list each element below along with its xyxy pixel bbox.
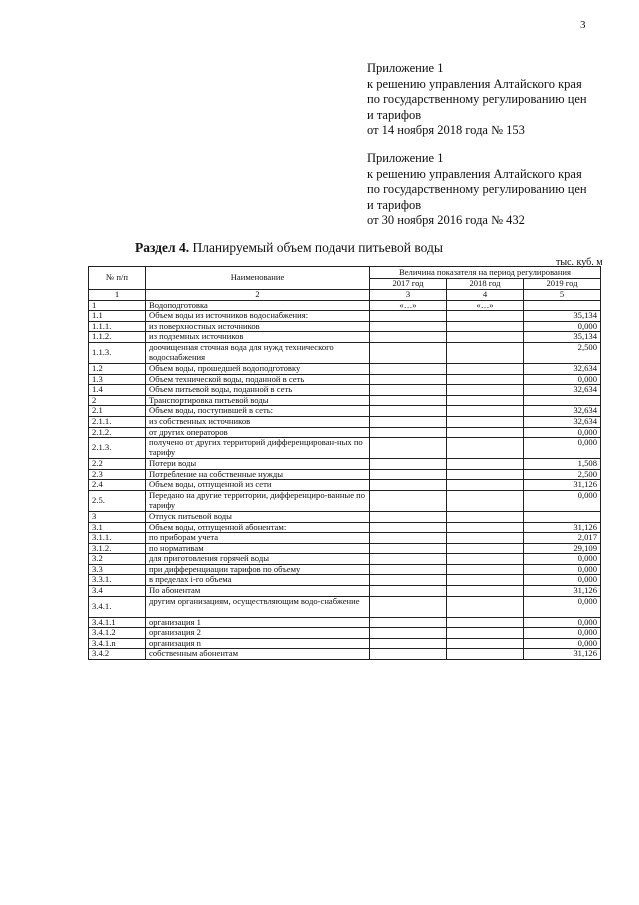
table-row xyxy=(89,342,601,363)
value-2018 xyxy=(447,374,524,385)
value-2019: 2,017 xyxy=(524,533,601,544)
row-name: при дифференциации тарифов по объему xyxy=(146,564,370,575)
header-period-group: Величина показателя на период регулирования xyxy=(370,267,601,279)
appendix-line: Приложение 1 xyxy=(367,151,444,165)
value-2018 xyxy=(447,363,524,374)
value-2019: 29,109 xyxy=(524,543,601,554)
row-number: 3.4.1. xyxy=(89,596,146,617)
value-2018 xyxy=(447,469,524,480)
column-index: 1 xyxy=(89,290,146,301)
value-2017 xyxy=(370,342,447,363)
table-row xyxy=(89,427,601,438)
value-2019: 0,000 xyxy=(524,596,601,617)
value-2019: 32,634 xyxy=(524,406,601,417)
appendix-line: по государственному регулированию цен xyxy=(367,182,587,196)
row-name: в пределах i-го объема xyxy=(146,575,370,586)
value-2019: 31,126 xyxy=(524,480,601,491)
value-2017 xyxy=(370,533,447,544)
table-row xyxy=(89,554,601,565)
row-number: 1.2 xyxy=(89,363,146,374)
row-number: 3.4.1.n xyxy=(89,638,146,649)
header-year-2018: 2018 год xyxy=(447,279,524,290)
value-2019: 31,126 xyxy=(524,586,601,597)
row-name: доочищенная сточная вода для нужд технического водоснабжения xyxy=(146,342,370,363)
row-name: Объем воды, отпущенной из сети xyxy=(146,480,370,491)
row-name: от других операторов xyxy=(146,427,370,438)
value-2018 xyxy=(447,554,524,565)
row-number: 3 xyxy=(89,511,146,522)
value-2017 xyxy=(370,522,447,533)
value-2019 xyxy=(524,300,601,311)
table-row xyxy=(89,480,601,491)
appendix-line: от 30 ноября 2016 года № 432 xyxy=(367,213,525,227)
value-2019: 2,500 xyxy=(524,469,601,480)
value-2017 xyxy=(370,586,447,597)
value-2017 xyxy=(370,617,447,628)
row-name: Потребление на собственные нужды xyxy=(146,469,370,480)
table-row xyxy=(89,596,601,617)
row-name: По абонентам xyxy=(146,586,370,597)
section-title xyxy=(135,240,443,256)
table-row xyxy=(89,416,601,427)
appendix-line: к решению управления Алтайского края xyxy=(367,76,582,91)
value-2019: 0,000 xyxy=(524,564,601,575)
row-number: 3.3 xyxy=(89,564,146,575)
value-2019: 35,134 xyxy=(524,332,601,343)
value-2019: 0,000 xyxy=(524,628,601,639)
table-row xyxy=(89,469,601,480)
row-name: из собственных источников xyxy=(146,416,370,427)
row-name: Транспортировка питьевой воды xyxy=(146,395,370,406)
column-index: 5 xyxy=(524,290,601,301)
value-2017 xyxy=(370,564,447,575)
appendix-line: к решению управления Алтайского края xyxy=(367,166,582,181)
row-name: Объем воды, отпущенной абонентам: xyxy=(146,522,370,533)
row-number: 2.5. xyxy=(89,490,146,511)
row-name: другим организациям, осуществляющим водо-снабжение xyxy=(146,596,370,617)
table-row xyxy=(89,511,601,522)
value-2017 xyxy=(370,438,447,459)
row-number: 3.4.2 xyxy=(89,649,146,660)
row-number: 3.1.1. xyxy=(89,533,146,544)
row-name: Объем воды, прошедшей водоподготовку xyxy=(146,363,370,374)
row-name: для приготовления горячей воды xyxy=(146,554,370,565)
value-2019: 0,000 xyxy=(524,554,601,565)
row-number: 3.4.1.2 xyxy=(89,628,146,639)
column-index: 2 xyxy=(146,290,370,301)
value-2019: 31,126 xyxy=(524,649,601,660)
value-2017 xyxy=(370,638,447,649)
row-number: 1 xyxy=(89,300,146,311)
row-number: 1.4 xyxy=(89,385,146,396)
value-2018 xyxy=(447,628,524,639)
value-2017 xyxy=(370,596,447,617)
table-row xyxy=(89,311,601,322)
value-2017 xyxy=(370,427,447,438)
row-number: 3.4.1.1 xyxy=(89,617,146,628)
value-2018 xyxy=(447,543,524,554)
value-2019: 0,000 xyxy=(524,427,601,438)
row-name: организация 2 xyxy=(146,628,370,639)
table-row xyxy=(89,575,601,586)
value-2019: 31,126 xyxy=(524,522,601,533)
table-row xyxy=(89,490,601,511)
row-number: 2.1.2. xyxy=(89,427,146,438)
table-row xyxy=(89,385,601,396)
appendix-line: от 14 ноября 2018 года № 153 xyxy=(367,123,525,137)
row-number: 2.1.1. xyxy=(89,416,146,427)
value-2018 xyxy=(447,649,524,660)
value-2017 xyxy=(370,459,447,470)
section-label: Раздел 4. xyxy=(135,240,190,255)
value-2018 xyxy=(447,311,524,322)
value-2019: 0,000 xyxy=(524,575,601,586)
value-2017 xyxy=(370,480,447,491)
row-number: 2.4 xyxy=(89,480,146,491)
value-2018 xyxy=(447,459,524,470)
water-supply-table xyxy=(88,266,601,660)
value-2019: 32,634 xyxy=(524,385,601,396)
value-2018 xyxy=(447,575,524,586)
row-name: получено от других территорий дифференцирован-ных по тарифу xyxy=(146,438,370,459)
row-name: собственным абонентам xyxy=(146,649,370,660)
value-2017 xyxy=(370,332,447,343)
header-name: Наименование xyxy=(146,267,370,290)
row-number: 2.1.3. xyxy=(89,438,146,459)
table-row xyxy=(89,374,601,385)
value-2018 xyxy=(447,342,524,363)
table-row xyxy=(89,564,601,575)
value-2018 xyxy=(447,564,524,575)
row-number: 3.4 xyxy=(89,586,146,597)
value-2019: 32,634 xyxy=(524,363,601,374)
row-name: организация 1 xyxy=(146,617,370,628)
value-2019: 32,634 xyxy=(524,416,601,427)
row-name: по нормативам xyxy=(146,543,370,554)
table-row xyxy=(89,321,601,332)
table-row xyxy=(89,395,601,406)
page-number: 3 xyxy=(580,19,586,31)
value-2017 xyxy=(370,363,447,374)
value-2018 xyxy=(447,438,524,459)
value-2018: «…» xyxy=(447,300,524,311)
value-2018 xyxy=(447,321,524,332)
header-year-2019: 2019 год xyxy=(524,279,601,290)
value-2017 xyxy=(370,406,447,417)
row-number: 2.2 xyxy=(89,459,146,470)
row-name: Объем технической воды, поданной в сеть xyxy=(146,374,370,385)
table-row xyxy=(89,300,601,311)
value-2018 xyxy=(447,638,524,649)
row-name: Передано на другие территории, дифференциро-ванные по тарифу xyxy=(146,490,370,511)
value-2019: 35,134 xyxy=(524,311,601,322)
value-2019: 0,000 xyxy=(524,438,601,459)
table-row xyxy=(89,406,601,417)
value-2017 xyxy=(370,374,447,385)
value-2018 xyxy=(447,511,524,522)
value-2019 xyxy=(524,511,601,522)
value-2017 xyxy=(370,416,447,427)
table-row xyxy=(89,617,601,628)
appendix-line: и тарифов xyxy=(367,107,422,122)
row-name: из поверхностных источников xyxy=(146,321,370,332)
row-name: по приборам учета xyxy=(146,533,370,544)
value-2019: 1,508 xyxy=(524,459,601,470)
row-number: 3.3.1. xyxy=(89,575,146,586)
value-2018 xyxy=(447,385,524,396)
row-number: 1.1.1. xyxy=(89,321,146,332)
value-2018 xyxy=(447,490,524,511)
value-2019: 0,000 xyxy=(524,321,601,332)
table-row xyxy=(89,543,601,554)
value-2019: 0,000 xyxy=(524,374,601,385)
row-name: Объем воды, поступившей в сеть: xyxy=(146,406,370,417)
row-name: Объем воды из источников водоснабжения: xyxy=(146,311,370,322)
row-number: 2.1 xyxy=(89,406,146,417)
row-number: 3.2 xyxy=(89,554,146,565)
value-2018 xyxy=(447,586,524,597)
row-number: 1.1.3. xyxy=(89,342,146,363)
row-name: Объем питьевой воды, поданной в сеть xyxy=(146,385,370,396)
table-row xyxy=(89,586,601,597)
header-num: № п/п xyxy=(89,267,146,290)
row-name: организация n xyxy=(146,638,370,649)
table-row xyxy=(89,522,601,533)
row-number: 2 xyxy=(89,395,146,406)
header-year-2017: 2017 год xyxy=(370,279,447,290)
table-row xyxy=(89,332,601,343)
section-heading: Планируемый объем подачи питьевой воды xyxy=(192,240,443,255)
column-index: 4 xyxy=(447,290,524,301)
value-2018 xyxy=(447,406,524,417)
table-row xyxy=(89,638,601,649)
value-2017 xyxy=(370,469,447,480)
value-2017 xyxy=(370,385,447,396)
row-number: 1.1.2. xyxy=(89,332,146,343)
table-row xyxy=(89,628,601,639)
table-row xyxy=(89,533,601,544)
value-2018 xyxy=(447,522,524,533)
value-2019: 0,000 xyxy=(524,490,601,511)
value-2019: 0,000 xyxy=(524,638,601,649)
row-number: 2.3 xyxy=(89,469,146,480)
column-index: 3 xyxy=(370,290,447,301)
row-number: 1.3 xyxy=(89,374,146,385)
value-2018 xyxy=(447,416,524,427)
table-row xyxy=(89,438,601,459)
value-2018 xyxy=(447,480,524,491)
value-2017 xyxy=(370,395,447,406)
table-row xyxy=(89,649,601,660)
value-2017 xyxy=(370,575,447,586)
appendix-line: по государственному регулированию цен xyxy=(367,92,587,106)
value-2018 xyxy=(447,332,524,343)
value-2019: 2,500 xyxy=(524,342,601,363)
value-2017 xyxy=(370,649,447,660)
row-number: 1.1 xyxy=(89,311,146,322)
appendix-block-2016 xyxy=(367,151,587,229)
value-2018 xyxy=(447,617,524,628)
value-2017: «…» xyxy=(370,300,447,311)
row-name: Отпуск питьевой воды xyxy=(146,511,370,522)
units-label: тыс. куб. м xyxy=(556,257,603,268)
value-2018 xyxy=(447,596,524,617)
appendix-line: Приложение 1 xyxy=(367,61,444,75)
appendix-line: и тарифов xyxy=(367,197,422,212)
value-2018 xyxy=(447,427,524,438)
row-number: 3.1.2. xyxy=(89,543,146,554)
row-number: 3.1 xyxy=(89,522,146,533)
value-2018 xyxy=(447,395,524,406)
table-row xyxy=(89,363,601,374)
value-2019: 0,000 xyxy=(524,617,601,628)
value-2017 xyxy=(370,511,447,522)
value-2017 xyxy=(370,311,447,322)
table-body xyxy=(89,300,601,659)
appendix-block-2018 xyxy=(367,61,587,139)
row-name: Водоподготовка xyxy=(146,300,370,311)
value-2017 xyxy=(370,543,447,554)
value-2017 xyxy=(370,321,447,332)
value-2018 xyxy=(447,533,524,544)
row-name: из подземных источников xyxy=(146,332,370,343)
row-name: Потери воды xyxy=(146,459,370,470)
value-2017 xyxy=(370,490,447,511)
table-row xyxy=(89,459,601,470)
value-2019 xyxy=(524,395,601,406)
value-2017 xyxy=(370,628,447,639)
value-2017 xyxy=(370,554,447,565)
column-index-row xyxy=(89,290,601,301)
